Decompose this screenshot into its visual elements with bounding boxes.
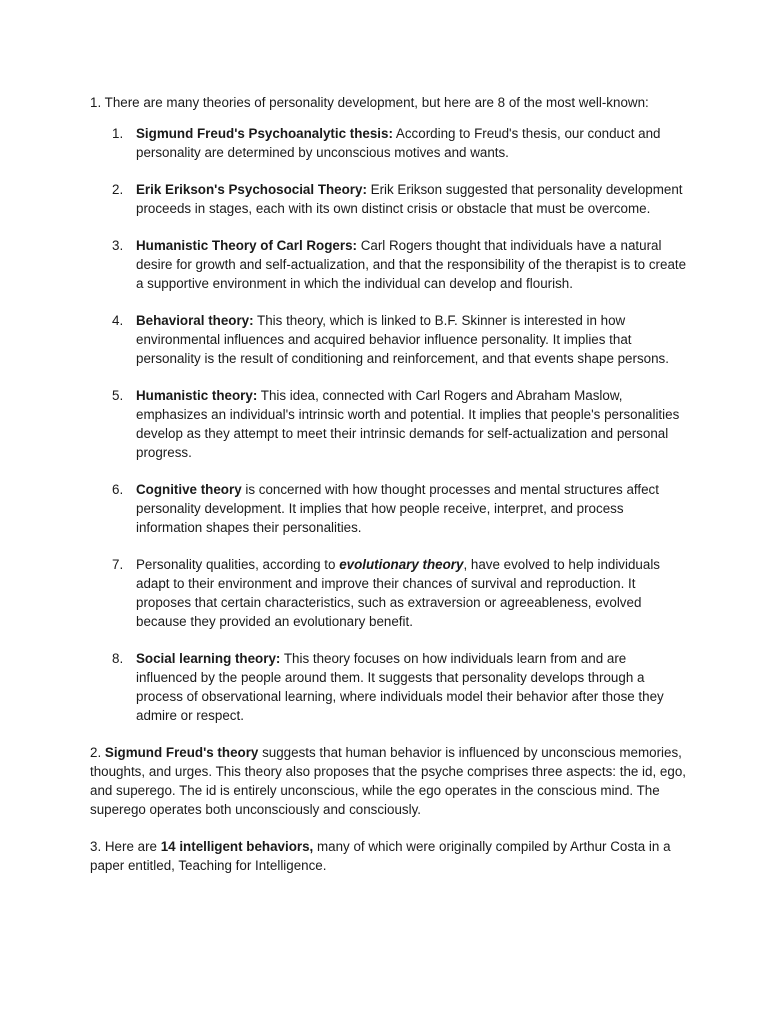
paragraph-lead: 14 intelligent behaviors, bbox=[160, 839, 314, 854]
list-item bbox=[90, 124, 688, 162]
theories-list bbox=[90, 124, 688, 725]
list-number: 6. bbox=[112, 482, 124, 497]
list-item bbox=[90, 480, 688, 537]
list-item bbox=[90, 180, 688, 218]
list-number: 2. bbox=[112, 182, 124, 197]
list-item bbox=[90, 386, 688, 462]
theory-description: Erik Erikson suggested that personality development proceeds in stages, each with its own distinct crisis or obstacle that must be overcome. bbox=[136, 182, 683, 216]
paragraph-prefix: 3. Here are bbox=[90, 839, 161, 854]
paragraph-lead: Sigmund Freud's theory bbox=[104, 745, 259, 760]
intro-paragraph: 1. There are many theories of personality development, but here are 8 of the most well-known: bbox=[90, 95, 649, 110]
theory-description: Carl Rogers thought that individuals have a natural desire for growth and self-actualization, and that the responsibility of the therapist is to create a supportive environment in which the individual can develop and flourish. bbox=[136, 238, 687, 291]
theory-description: According to Freud's thesis, our conduct and personality are determined by unconscious motives and wants. bbox=[136, 126, 661, 160]
theory-title: Humanistic Theory of Carl Rogers: bbox=[136, 238, 357, 253]
theory-title: Erik Erikson's Psychosocial Theory: bbox=[136, 182, 367, 197]
theory-title: Social learning theory: bbox=[136, 651, 281, 666]
list-item bbox=[90, 555, 688, 631]
theory-title: Cognitive theory bbox=[136, 482, 242, 497]
theory-title: evolutionary theory bbox=[339, 557, 464, 572]
theory-title: Sigmund Freud's Psychoanalytic thesis: bbox=[136, 126, 393, 141]
theory-title: Humanistic theory: bbox=[136, 388, 258, 403]
list-number: 5. bbox=[112, 388, 124, 403]
list-number: 3. bbox=[112, 238, 124, 253]
list-number: 7. bbox=[112, 557, 124, 572]
list-item bbox=[90, 311, 688, 368]
theory-description: is concerned with how thought processes and mental structures affect personality development. It implies that how people receive, interpret, and process information shapes their personalities. bbox=[136, 482, 659, 535]
list-item bbox=[90, 649, 688, 725]
list-number: 1. bbox=[112, 126, 124, 141]
theory-description: , have evolved to help individuals adapt to their environment and improve their chances of survival and reproduction. It proposes that certain characteristics, such as extraversion or agreeableness, evolved because they provided an evolutionary benefit. bbox=[136, 557, 660, 629]
intelligent-behaviors-paragraph bbox=[90, 837, 688, 875]
freud-theory-paragraph bbox=[90, 743, 688, 819]
theory-description: This theory focuses on how individuals learn from and are influenced by the people around them. It suggests that personality develops through a process of observational learning, where individuals model their behavior after those they admire or respect. bbox=[136, 651, 664, 723]
paragraph-text: suggests that human behavior is influenced by unconscious memories, thoughts, and urges. This theory also proposes that the psyche comprises three aspects: the id, ego, and superego. The id is entirely unconscious, while the ego operates in the conscious mind. The superego operates both unconsciously and consciously. bbox=[90, 745, 686, 817]
theory-title: Behavioral theory: bbox=[136, 313, 254, 328]
list-item bbox=[90, 236, 688, 293]
theory-prefix: Personality qualities, according to bbox=[136, 557, 340, 572]
paragraph-number: 2. bbox=[90, 745, 105, 760]
theory-description: This idea, connected with Carl Rogers and Abraham Maslow, emphasizes an individual's intrinsic worth and potential. It implies that people's personalities develop as they attempt to meet their intrinsic demands for self-actualization and personal progress. bbox=[136, 388, 680, 460]
list-number: 8. bbox=[112, 651, 124, 666]
list-number: 4. bbox=[112, 313, 124, 328]
theory-description: This theory, which is linked to B.F. Skinner is interested in how environmental influences and acquired behavior influence personality. It implies that personality is the result of conditioning and reinforcement, and that events shape persons. bbox=[136, 313, 669, 366]
paragraph-text: many of which were originally compiled by Arthur Costa in a paper entitled, Teaching for Intelligence. bbox=[90, 839, 671, 873]
